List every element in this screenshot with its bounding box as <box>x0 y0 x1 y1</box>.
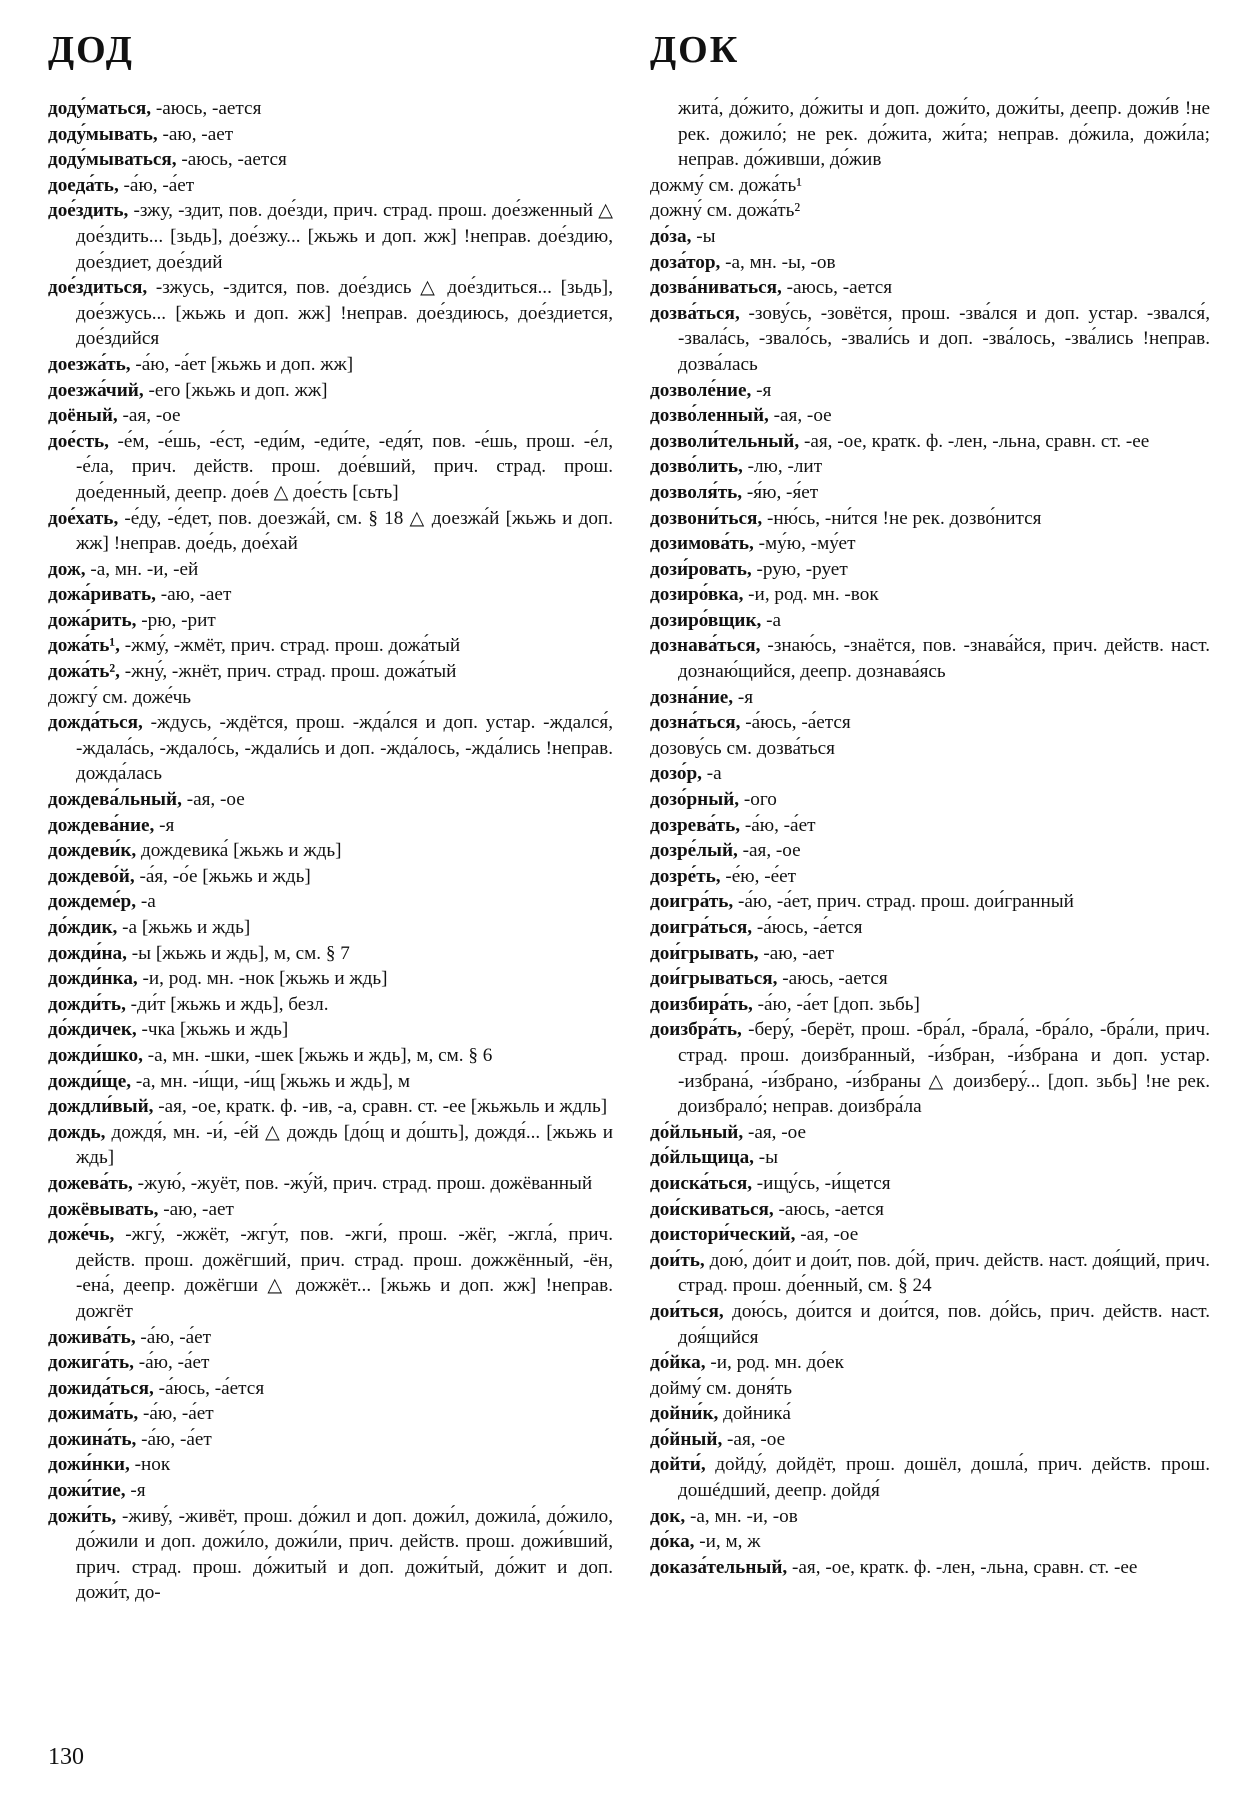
headword: дозволя́ть, <box>650 481 743 503</box>
headword: доду́мываться, <box>48 149 177 171</box>
headword: дои́ться, <box>650 1300 724 1322</box>
entry-body: дозову́сь см. дозва́ться <box>650 737 835 759</box>
dictionary-entry <box>48 1094 613 1120</box>
dictionary-entry <box>650 531 1210 557</box>
dictionary-entry <box>650 710 1210 736</box>
headword: дожи́ть, <box>48 1505 117 1527</box>
headword: дое́сть, <box>48 430 109 452</box>
dictionary-entry <box>650 1427 1210 1453</box>
dictionary-entry <box>48 1401 613 1427</box>
entry-body: -а, мн. -и́щи, -и́щ [жьжь и ждь], м <box>131 1070 411 1092</box>
entry-body: -а, мн. -и, -ей <box>85 558 199 580</box>
entry-body: дожму́ см. дожа́ть¹ <box>650 174 802 196</box>
dictionary-entry <box>48 889 613 915</box>
dictionary-entry <box>48 1325 613 1351</box>
headword: дожди́шко, <box>48 1044 143 1066</box>
entry-body: -я́ю, -я́ет <box>742 481 819 503</box>
entry-body: -ищу́сь, -и́щется <box>752 1172 891 1194</box>
headword: дозволе́ние, <box>650 379 752 401</box>
dictionary-entry <box>650 1555 1210 1581</box>
headword: до́йльный, <box>650 1121 744 1143</box>
entry-body: -рю, -рит <box>136 609 216 631</box>
dictionary-entry <box>48 710 613 787</box>
dictionary-entry <box>650 506 1210 532</box>
entry-body: -а́ю, -а́ет [доп. зьбь] <box>752 993 920 1015</box>
headword: доигра́ть, <box>650 891 734 913</box>
entry-body: -жую́, -жуёт, пов. -жу́й, прич. страд. прош. дожёванный <box>132 1172 593 1194</box>
entry-body: -ая, -ое <box>743 1121 807 1143</box>
headword: дожёвывать, <box>48 1198 159 1220</box>
entry-body: -живу́, -живёт, прош. до́жил и доп. дожи́л, дожила́, до́жило, до́жили и доп. дожи́ло, дожи́ли, прич. действ. прош. дожи́вший, прич. страд. прош. до́житый и доп. дожи́тый, до́жит и доп. дожи́т, до- <box>76 1505 613 1604</box>
entry-body: -ы <box>691 225 716 247</box>
entry-body: -му́ю, -му́ет <box>753 533 856 555</box>
dictionary-entry <box>48 147 613 173</box>
dictionary-entry <box>650 608 1210 634</box>
entry-body: -ого <box>739 789 777 811</box>
running-head-right: ДОК <box>650 29 740 71</box>
dictionary-entry <box>650 889 1210 915</box>
headword: дозо́рный, <box>650 789 740 811</box>
headword: доезжа́чий, <box>48 379 144 401</box>
headword: дожа́ривать, <box>48 584 156 606</box>
dictionary-entry <box>48 685 613 711</box>
entry-body: дойника́ <box>718 1403 791 1425</box>
dictionary-entry <box>650 633 1210 684</box>
headword: дожа́ть², <box>48 661 120 683</box>
entry-body: -нок <box>129 1454 171 1476</box>
entry-body: -и, м, ж <box>694 1531 761 1553</box>
entry-body: -е́ду, -е́дет, пов. доезжа́й, см. § 18 △ доезжа́й [жьжь и доп. жж] !неправ. дое́дь, дое́хай <box>76 507 613 555</box>
dictionary-entry <box>48 378 613 404</box>
entry-body: -а <box>701 763 722 785</box>
dictionary-entry <box>48 1504 613 1606</box>
entry-body: -я <box>751 379 772 401</box>
entry-body: -аюсь, -ается <box>777 968 888 990</box>
headword: дозре́лый, <box>650 840 738 862</box>
entry-body: -аюсь, -ается <box>151 98 262 119</box>
dictionary-entry <box>48 966 613 992</box>
entry-body: -а <box>136 891 156 913</box>
dictionary-entry <box>650 1452 1210 1503</box>
entry-body: -аюсь, -ается <box>773 1198 885 1220</box>
entry-body: -зжу, -здит, пов. дое́зди, прич. страд. прош. дое́зженный △ дое́здить... [зьдь], дое́зжу... [жьжь и доп. жж] !неправ. дое́здию, дое́здиет, дое́здий <box>76 200 613 273</box>
headword: дозва́ниваться, <box>650 277 782 299</box>
headword: до́йный, <box>650 1428 723 1450</box>
headword: дозрева́ть, <box>650 814 741 836</box>
entry-body: -беру́, -берёт, прош. -бра́л, -брала́, -бра́ло, -бра́ли, прич. страд. прош. доизбранный, -и́збран, -и́збрана и доп. устар. -избрана́, -и́збрано, -и́збраны △ доизберу́... [доп. зьбь] !не рек. доизбрало́; неправ. доизбра́ла <box>678 1019 1210 1118</box>
dictionary-entry <box>650 864 1210 890</box>
dictionary-entry <box>650 1197 1210 1223</box>
entry-body: -ы <box>753 1147 779 1169</box>
dictionary-entry <box>48 915 613 941</box>
dictionary-entry <box>650 198 1210 224</box>
dictionary-entry <box>48 198 613 275</box>
entry-body: -а [жьжь и ждь] <box>117 917 251 938</box>
dictionary-entry <box>48 1350 613 1376</box>
dictionary-entry <box>48 1197 613 1223</box>
headword: дожди́на, <box>48 942 127 964</box>
entry-body: дою́, до́ит и дои́т, пов. до́й, прич. действ. наст. доя́щий, прич. страд. прош. до́енный, см. § 24 <box>678 1249 1210 1297</box>
headword: дои́грывать, <box>650 942 759 964</box>
dictionary-entry <box>48 403 613 429</box>
dictionary-entry <box>48 1222 613 1324</box>
dictionary-entry <box>650 1248 1210 1299</box>
dictionary-entry <box>650 915 1210 941</box>
headword: доигра́ться, <box>650 917 753 938</box>
entry-body: -ая, -ое, кратк. ф. -лен, -льна, сравн. ст. -ее <box>787 1556 1138 1578</box>
headword: дои́ть, <box>650 1249 705 1271</box>
entry-body: -и, род. мн. -нок [жьжь и ждь] <box>137 968 388 990</box>
dictionary-entry <box>48 429 613 506</box>
entry-body: -лю, -лит <box>742 456 823 478</box>
headword: дож, <box>48 558 86 580</box>
dictionary-entry <box>650 224 1210 250</box>
dictionary-entry <box>48 1427 613 1453</box>
dictionary-entry <box>650 378 1210 404</box>
entry-body: -а́ю, -а́ет <box>118 174 195 196</box>
entry-body: -аюсь, -ается <box>176 149 287 171</box>
headword: дожи́тие, <box>48 1480 126 1502</box>
dictionary-entry <box>48 352 613 378</box>
headword: дози́ровать, <box>650 558 752 580</box>
dictionary-entry <box>650 1376 1210 1402</box>
entry-body: -аю, -ает <box>155 584 232 606</box>
entry-body: -а́юсь, -а́ется <box>752 917 863 938</box>
entry-body: -аюсь, -ается <box>781 277 893 299</box>
dictionary-entry <box>48 813 613 839</box>
dictionary-entry <box>650 787 1210 813</box>
entry-body: -а́юсь, -а́ется <box>153 1377 265 1399</box>
dictionary-entry <box>650 1401 1210 1427</box>
entry-body: -зову́сь, -зовётся, прош. -зва́лся и доп. устар. -звался́, -звала́сь, -звало́сь, -звали́сь и доп. -зва́лось, -зва́лись !неправ. дозва́лась <box>678 302 1210 375</box>
entry-body: -а, мн. -и, -ов <box>685 1505 798 1527</box>
dictionary-entry <box>48 659 613 685</box>
headword: дождево́й, <box>48 865 135 887</box>
dictionary-entry <box>650 1145 1210 1171</box>
entry-body: дойму́ см. доня́ть <box>650 1377 792 1399</box>
entry-body: дожну́ см. дожа́ть² <box>650 200 801 222</box>
dictionary-entry <box>48 787 613 813</box>
entry-body: -а, мн. -ы, -ов <box>720 251 836 273</box>
headword: дожда́ться, <box>48 712 143 734</box>
headword: дозволи́тельный, <box>650 430 800 452</box>
headword: дожа́рить, <box>48 609 137 631</box>
entry-body: дождевика́ [жьжь и ждь] <box>136 840 342 862</box>
running-head-left: ДОД <box>48 29 134 71</box>
headword: дозиро́вщик, <box>650 609 762 631</box>
entry-body: -зжусь, -здится, пов. дое́здись △ дое́здиться... [зьдь], дое́зжусь... [жьжь и доп. жж] !неправ. дое́здиюсь, дое́здиется, дое́здийся <box>76 277 613 350</box>
entry-body: -ди́т [жьжь и ждь], безл. <box>125 993 329 1015</box>
entry-body: -жму́, -жмёт, прич. страд. прош. дожа́тый <box>119 635 461 657</box>
headword: дожи́нки, <box>48 1454 130 1476</box>
headword: дожева́ть, <box>48 1172 133 1194</box>
headword: доказа́тельный, <box>650 1556 788 1578</box>
dictionary-entry <box>48 1376 613 1402</box>
entry-body: дождя́, мн. -и́, -е́й △ дождь [до́щ и до́шть], дождя́... [жьжь и ждь] <box>76 1121 613 1169</box>
headword: дождли́вый, <box>48 1096 154 1118</box>
entry-body: -жну́, -жнёт, прич. страд. прош. дожа́тый <box>119 661 457 683</box>
headword: доистори́ческий, <box>650 1224 796 1246</box>
headword: дои́скиваться, <box>650 1198 774 1220</box>
dictionary-entry <box>650 275 1210 301</box>
entry-body: -а́ю, -а́ет <box>740 814 816 836</box>
entry-body: -аю, -ает <box>157 123 234 145</box>
entry-body: -а́ю, -а́ет <box>135 1326 212 1348</box>
headword: дозво́лить, <box>650 456 743 478</box>
dictionary-entry <box>48 96 613 122</box>
headword: дожди́ть, <box>48 993 126 1015</box>
headword: дожа́ть¹, <box>48 635 120 657</box>
entry-body: -его [жьжь и доп. жж] <box>143 379 328 401</box>
dictionary-entry <box>48 173 613 199</box>
dictionary-entry <box>650 992 1210 1018</box>
headword: доже́чь, <box>48 1224 115 1246</box>
headword: дое́здиться, <box>48 277 148 299</box>
headword: до́йльщица, <box>650 1147 754 1169</box>
entry-body: -а́юсь, -а́ется <box>740 712 851 734</box>
headword: дожима́ть, <box>48 1403 139 1425</box>
dictionary-entry <box>650 1017 1210 1119</box>
entry-body: -е́м, -е́шь, -е́ст, -еди́м, -еди́те, -едя́т, пов. -е́шь, прош. -е́л, -е́ла, прич. действ. прош. дое́вший, прич. страд. прош. дое́денный, деепр. дое́в △ дое́сть [сьть] <box>76 430 613 503</box>
dictionary-entry <box>650 813 1210 839</box>
headword: дойни́к, <box>650 1403 719 1425</box>
entry-body: -ая, -ое <box>117 405 181 427</box>
dictionary-entry <box>48 1452 613 1478</box>
entry-body: -ая, -ое <box>795 1224 859 1246</box>
entry-body: -рую, -рует <box>751 558 848 580</box>
dictionary-entry <box>48 1478 613 1504</box>
headword: до́ка, <box>650 1531 695 1553</box>
dictionary-entry <box>650 301 1210 378</box>
dictionary-entry <box>650 1504 1210 1530</box>
headword: дождева́ние, <box>48 814 155 836</box>
headword: доиска́ться, <box>650 1172 752 1194</box>
headword: дозимова́ть, <box>650 533 754 555</box>
entry-body: -ая, -ое, кратк. ф. -лен, -льна, сравн. ст. -ее <box>799 430 1150 452</box>
headword: доеда́ть, <box>48 174 119 196</box>
dictionary-entry <box>48 1069 613 1095</box>
headword: до́йка, <box>650 1352 706 1374</box>
headword: док, <box>650 1505 686 1527</box>
entry-body: -ая, -ое, кратк. ф. -ив, -а, сравн. ст. -ее [жьжьль и ждль] <box>153 1096 608 1118</box>
dictionary-entry <box>48 557 613 583</box>
headword: дое́здить, <box>48 200 129 222</box>
headword: дозиро́вка, <box>650 584 744 606</box>
headword: дождь, <box>48 1121 106 1143</box>
headword: дое́хать, <box>48 507 119 529</box>
dictionary-entry <box>48 1043 613 1069</box>
headword: дождеме́р, <box>48 891 137 913</box>
dictionary-entry <box>650 173 1210 199</box>
right-column <box>650 96 1210 1580</box>
entry-body: -ая, -ое <box>768 405 832 427</box>
entry-body: -жгу́, -жжёт, -жгу́т, пов. -жги́, прош. -жёг, -жгла́, прич. действ. прош. дожёгший, прич. страд. прош. дожжённый, -ён, -ена́, деепр. дожёгши △ дожжёт... [жьжь и доп. жж] !неправ. дожгёт <box>76 1224 613 1322</box>
dictionary-entry <box>650 941 1210 967</box>
headword: дозо́р, <box>650 763 702 785</box>
left-column <box>48 96 613 1606</box>
entry-body: -аю, -ает <box>758 942 835 964</box>
entry-body: -аю, -ает <box>158 1198 234 1220</box>
entry-body: -а́ю, -а́ет <box>136 1428 212 1450</box>
dictionary-entry <box>48 838 613 864</box>
headword: дозво́ленный, <box>650 405 769 427</box>
dictionary-entry <box>650 1120 1210 1146</box>
entry-body: -ждусь, -ждётся, прош. -жда́лся и доп. устар. -ждался́, -ждала́сь, -ждало́сь, -ждали́сь и доп. -жда́лось, -жда́лись !неправ. дожда́лась <box>76 712 613 785</box>
dictionary-entry <box>48 506 613 557</box>
dictionary-entry <box>48 1017 613 1043</box>
dictionary-entry <box>48 941 613 967</box>
headword: доизбира́ть, <box>650 993 753 1015</box>
entry-body: -ая, -ое <box>181 789 245 811</box>
entry-body: -чка [жьжь и ждь] <box>136 1019 289 1041</box>
headword: до́ждичек, <box>48 1019 137 1041</box>
dictionary-entry <box>48 122 613 148</box>
headword: дожди́нка, <box>48 968 138 990</box>
headword: дождеви́к, <box>48 840 137 862</box>
dictionary-entry <box>650 480 1210 506</box>
dictionary-entry <box>650 1299 1210 1350</box>
dictionary-entry <box>48 275 613 352</box>
entry-body: -а́ю, -а́ет <box>138 1403 214 1425</box>
headword: доезжа́ть, <box>48 353 131 375</box>
entry-body: -е́ю, -е́ет <box>720 865 797 887</box>
dictionary-entry <box>650 454 1210 480</box>
dictionary-entry <box>650 96 1210 173</box>
headword: дожига́ть, <box>48 1352 134 1374</box>
dictionary-entry <box>650 736 1210 762</box>
headword: доду́мывать, <box>48 123 158 145</box>
entry-body: -а <box>761 609 782 631</box>
entry-body: -и, род. мн. до́ек <box>705 1352 844 1374</box>
headword: дозре́ть, <box>650 865 721 887</box>
dictionary-entry <box>650 761 1210 787</box>
dictionary-entry <box>650 250 1210 276</box>
dictionary-entry <box>650 1171 1210 1197</box>
headword: дознава́ться, <box>650 635 761 657</box>
dictionary-entry <box>650 838 1210 864</box>
entry-body: -а́ю, -а́ет, прич. страд. прош. дои́гранный <box>733 891 1074 913</box>
entry-body: -ы [жьжь и ждь], м, см. § 7 <box>126 942 350 964</box>
entry-body: -а́ю, -а́ет [жьжь и доп. жж] <box>130 353 354 375</box>
dictionary-entry <box>48 582 613 608</box>
dictionary-entry <box>650 557 1210 583</box>
dictionary-entry <box>650 685 1210 711</box>
dictionary-entry <box>650 582 1210 608</box>
headword: доза́тор, <box>650 251 721 273</box>
entry-body: -а́я, -о́е [жьжь и ждь] <box>134 865 311 887</box>
dictionary-entry <box>48 608 613 634</box>
entry-body: дожгу́ см. доже́чь <box>48 686 191 708</box>
headword: дозна́ние, <box>650 686 734 708</box>
entry-body: -а, мн. -шки, -шек [жьжь и ждь], м, см. § 6 <box>142 1044 493 1066</box>
entry-body: дойду́, дойдёт, прош. дошёл, дошла́, прич. действ. прош. дошéдший, деепр. дойдя́ <box>678 1454 1210 1502</box>
entry-body: -ая, -ое <box>722 1428 786 1450</box>
entry-body: -я <box>125 1480 146 1502</box>
dictionary-entry <box>48 633 613 659</box>
headword: дождева́льный, <box>48 789 182 811</box>
headword: дои́грываться, <box>650 968 778 990</box>
entry-body: жита́, до́жито, до́житы и доп. дожи́то, дожи́ты, деепр. дожи́в !не рек. дожило́; не рек. до́жита, жи́та; неправ. до́жила, дожи́ла; неправ. до́живши, до́жив <box>678 98 1210 171</box>
entry-body: -и, род. мн. -вок <box>743 584 879 606</box>
entry-body: -я <box>154 814 175 836</box>
headword: дожина́ть, <box>48 1428 137 1450</box>
dictionary-entry <box>650 1350 1210 1376</box>
dictionary-entry <box>650 1222 1210 1248</box>
entry-body: -а́ю, -а́ет <box>133 1352 210 1374</box>
headword: доизбра́ть, <box>650 1019 742 1041</box>
entry-body: -знаю́сь, -знаётся, пов. -знава́йся, прич. действ. наст. дознаю́щийся, деепр. дознава́ясь <box>678 635 1210 683</box>
headword: дозва́ться, <box>650 302 740 324</box>
dictionary-entry <box>48 1171 613 1197</box>
headword: дозвони́ться, <box>650 507 763 529</box>
headword: до́ждик, <box>48 917 118 938</box>
entry-body: -ню́сь, -ни́тся !не рек. дозво́нится <box>762 507 1042 529</box>
dictionary-entry <box>650 966 1210 992</box>
headword: дожди́ще, <box>48 1070 132 1092</box>
page-number: 130 <box>48 1744 84 1770</box>
dictionary-entry <box>48 864 613 890</box>
headword: до́за, <box>650 225 692 247</box>
headword: дожива́ть, <box>48 1326 136 1348</box>
headword: доёный, <box>48 405 118 427</box>
headword: доду́маться, <box>48 98 152 119</box>
headword: дойти́, <box>650 1454 706 1476</box>
dictionary-entry <box>48 1120 613 1171</box>
headword: дозна́ться, <box>650 712 741 734</box>
entry-body: -я <box>733 686 754 708</box>
entry-body: дою́сь, до́ится и дои́тся, пов. до́йсь, прич. действ. наст. доя́щийся <box>678 1300 1210 1348</box>
dictionary-entry <box>650 429 1210 455</box>
dictionary-entry <box>650 1529 1210 1555</box>
entry-body: -ая, -ое <box>737 840 801 862</box>
dictionary-entry <box>48 992 613 1018</box>
dictionary-entry <box>650 403 1210 429</box>
headword: дожида́ться, <box>48 1377 154 1399</box>
